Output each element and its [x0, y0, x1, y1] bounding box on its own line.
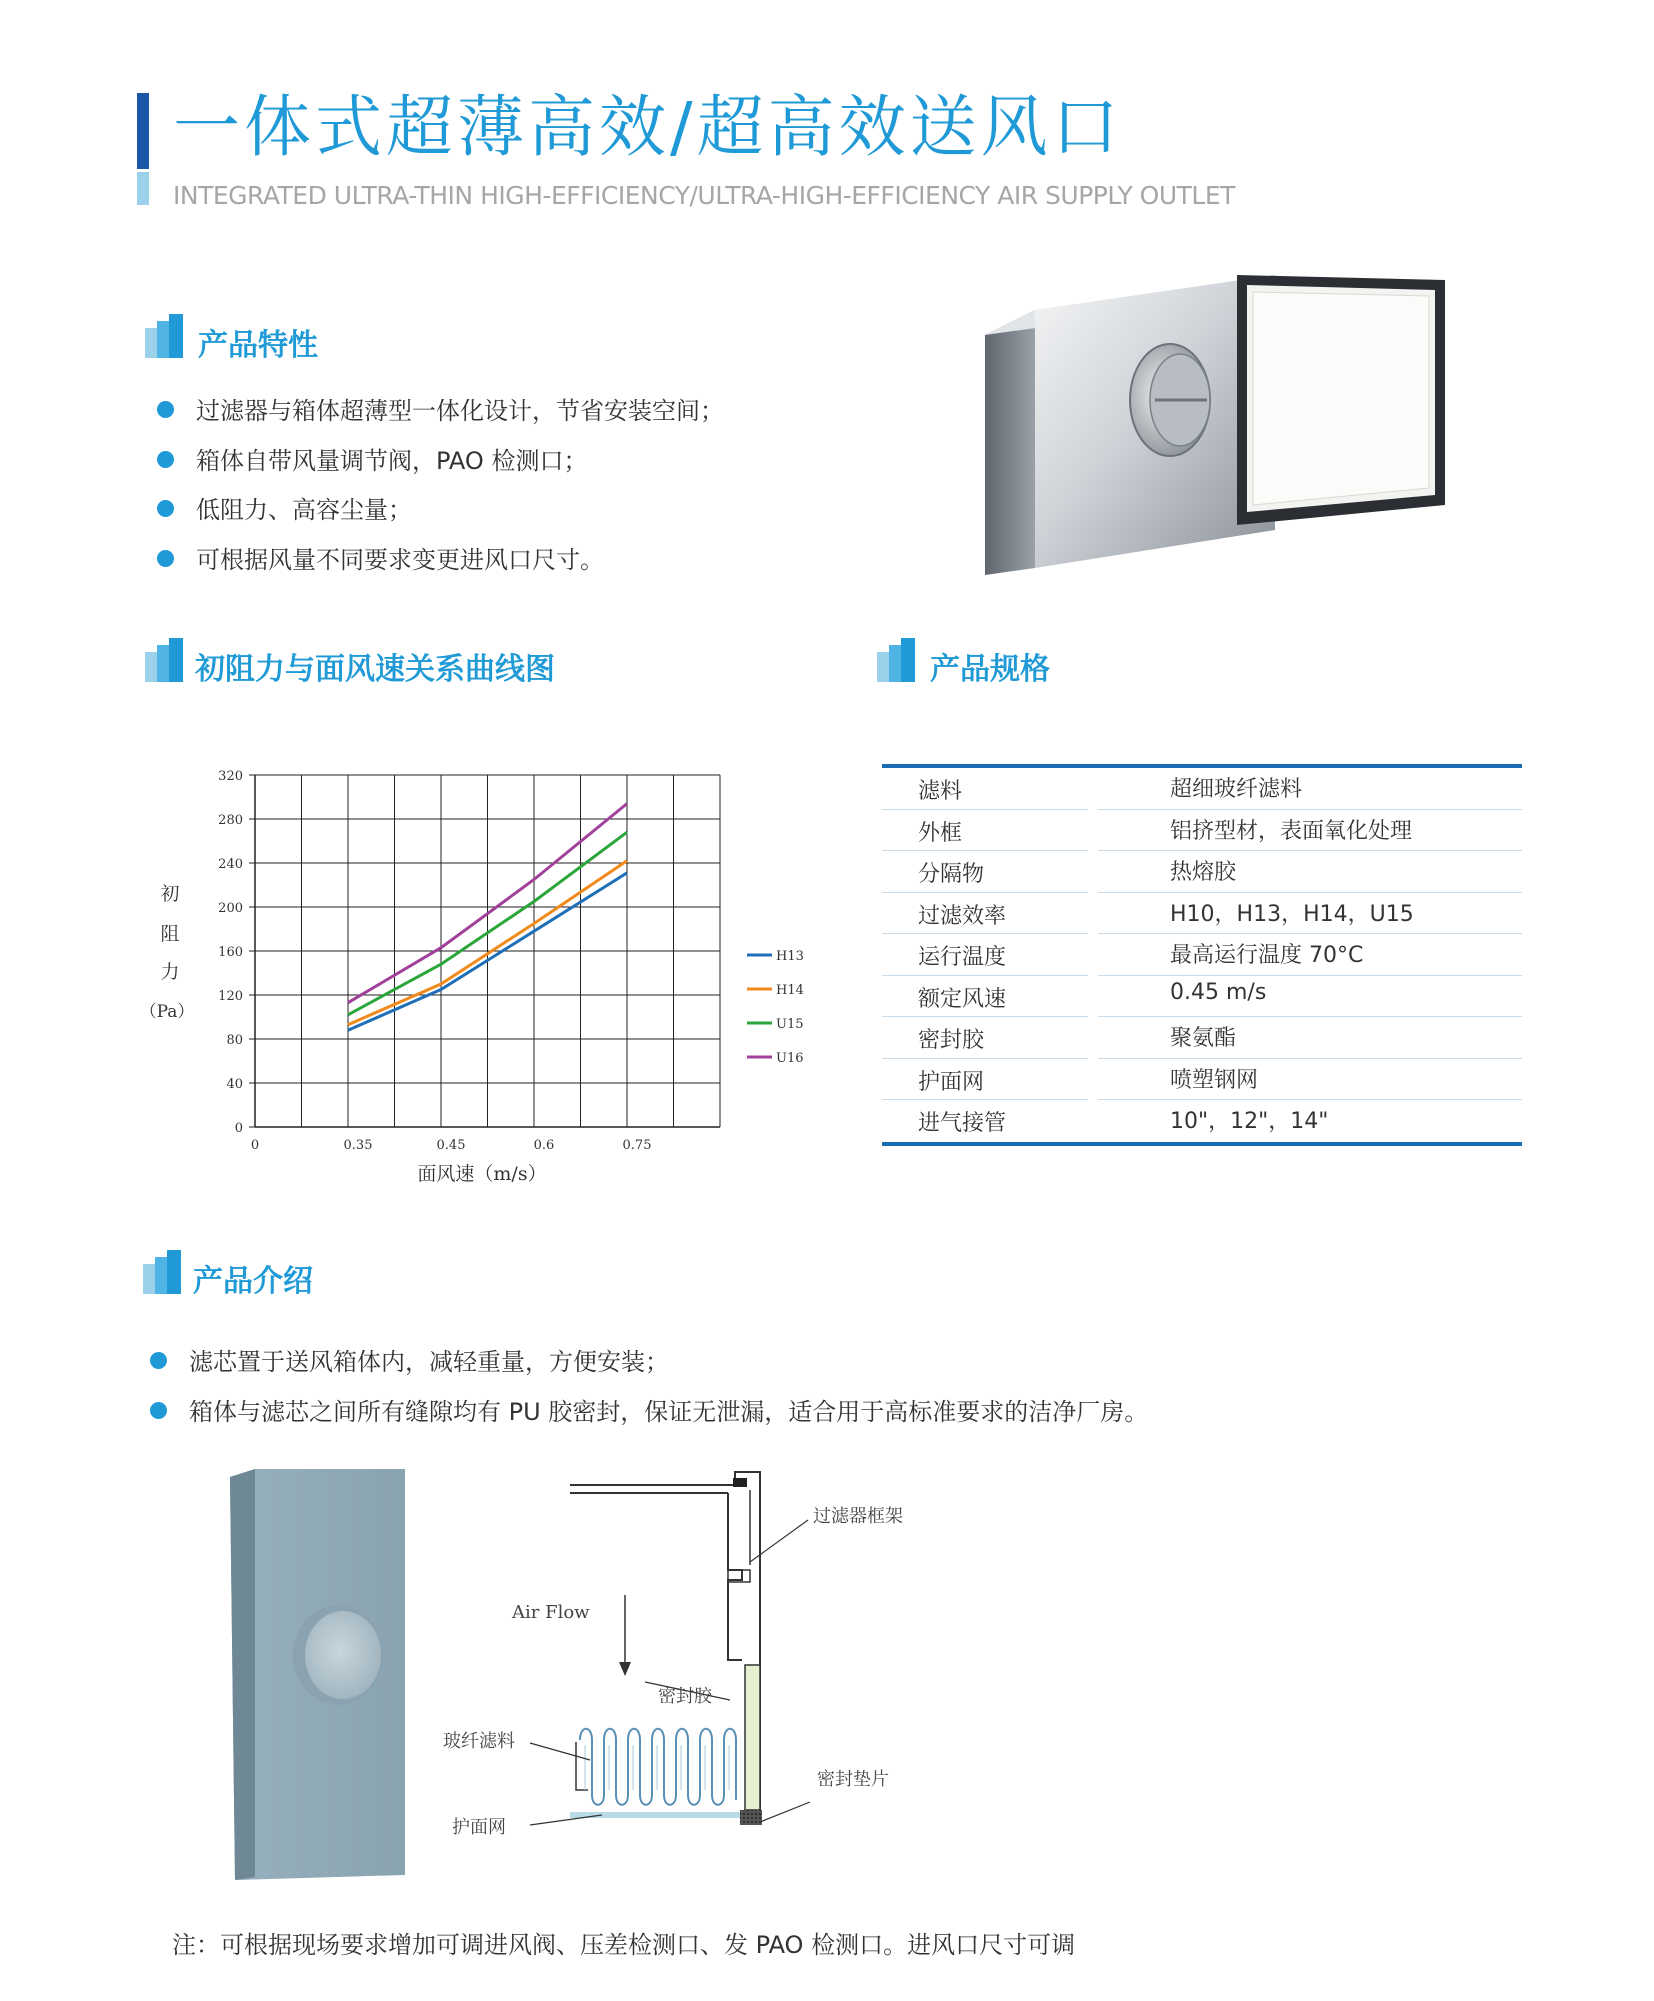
label-sealant: 密封胶: [658, 1686, 712, 1707]
spec-value: 最高运行温度 70°C: [1170, 943, 1364, 968]
section-icon: [145, 314, 183, 358]
table-row: [882, 1100, 1522, 1142]
spec-key: 分隔物: [918, 862, 985, 887]
legend-label: H13: [776, 949, 804, 964]
y-axis-label: 力: [160, 961, 180, 983]
spec-value: H10，H13，H14，U15: [1170, 901, 1414, 927]
list-item: 箱体自带风量调节阀，PAO 检测口；: [157, 444, 724, 494]
title-accent-bar-light: [137, 172, 149, 205]
product-image: [975, 250, 1465, 590]
spec-key: 过滤效率: [918, 903, 1007, 929]
legend-label: H14: [776, 983, 804, 998]
y-tick-label: 0: [234, 1121, 243, 1136]
legend-label: U15: [776, 1017, 804, 1032]
list-item: 箱体与滤芯之间所有缝隙均有 PU 胶密封，保证无泄漏，适合用于高标准要求的洁净厂房。: [150, 1395, 1148, 1445]
spec-value: 聚氨酯: [1170, 1026, 1237, 1051]
x-tick-label: 0.75: [622, 1138, 652, 1153]
spec-value: 热熔胶: [1170, 860, 1237, 885]
spec-key: 外框: [918, 820, 963, 846]
spec-value: 超细玻纤滤料: [1170, 777, 1303, 802]
features-heading: 产品特性: [198, 328, 318, 363]
section-icon: [143, 1250, 181, 1294]
y-axis-label: 初: [160, 883, 180, 905]
table-row: [882, 1017, 1522, 1059]
label-media: 玻纤滤料: [443, 1731, 515, 1752]
spec-value: 10"，12"，14": [1170, 1109, 1329, 1134]
table-row: [882, 1059, 1522, 1101]
section-icon: [877, 638, 915, 682]
y-tick-label: 200: [218, 901, 243, 916]
y-tick-label: 280: [218, 813, 243, 828]
y-axis-label: 阻: [160, 923, 180, 945]
spec-key: 运行温度: [918, 945, 1007, 970]
spec-key: 密封胶: [918, 1028, 985, 1053]
spec-table: [882, 764, 1522, 1146]
y-tick-label: 320: [218, 769, 243, 784]
x-tick-label: 0.35: [343, 1138, 373, 1153]
table-row: [882, 976, 1522, 1018]
title-accent-bar: [137, 93, 149, 169]
bullet-icon: [157, 550, 174, 567]
list-item: 低阻力、高容尘量；: [157, 493, 724, 543]
y-tick-label: 80: [226, 1033, 243, 1048]
label-gasket: 密封垫片: [817, 1769, 889, 1790]
y-tick-label: 160: [218, 945, 243, 960]
features-list: [157, 394, 724, 592]
spec-heading: 产品规格: [930, 652, 1050, 687]
table-row: [882, 768, 1522, 810]
spec-key: 进气接管: [918, 1111, 1007, 1136]
spec-value: 0.45 m/s: [1170, 979, 1267, 1005]
spec-value: 喷塑钢网: [1170, 1067, 1259, 1093]
table-row: [882, 810, 1522, 852]
spec-key: 额定风速: [918, 986, 1007, 1012]
bullet-icon: [157, 451, 174, 468]
table-row: [882, 851, 1522, 893]
x-tick-label: 0.45: [436, 1138, 466, 1153]
table-bottom-rule: [882, 1142, 1522, 1146]
table-row: [882, 893, 1522, 935]
page-subtitle: INTEGRATED ULTRA-THIN HIGH-EFFICIENCY/ULTRA-HIGH-EFFICIENCY AIR SUPPLY OUTLET: [173, 181, 1235, 210]
chart-heading: 初阻力与面风速关系曲线图: [195, 652, 555, 687]
resistance-chart: [135, 755, 835, 1200]
bullet-icon: [150, 1352, 167, 1369]
airflow-label: Air Flow: [512, 1602, 590, 1623]
section-icon: [145, 638, 183, 682]
intro-heading: 产品介绍: [193, 1264, 313, 1299]
list-item: 过滤器与箱体超薄型一体化设计，节省安装空间；: [157, 394, 724, 444]
footnote: 注：可根据现场要求增加可调进风阀、压差检测口、发 PAO 检测口。进风口尺寸可调: [172, 1931, 1076, 1959]
legend-label: U16: [776, 1051, 804, 1066]
y-axis-label: （Pa）: [139, 1002, 195, 1022]
cross-section-diagram: [430, 1460, 990, 1840]
x-axis-label: 面风速（m/s）: [417, 1163, 547, 1185]
spec-value: 铝挤型材，表面氧化处理: [1170, 818, 1413, 844]
y-tick-label: 240: [218, 857, 243, 872]
label-guard: 护面网: [452, 1817, 506, 1838]
bullet-icon: [157, 401, 174, 418]
list-item: 可根据风量不同要求变更进风口尺寸。: [157, 543, 724, 593]
spec-key: 滤料: [918, 779, 963, 804]
spec-key: 护面网: [918, 1069, 985, 1095]
filter-panel-image: [225, 1465, 455, 1885]
x-tick-label: 0: [250, 1138, 260, 1153]
y-tick-label: 40: [226, 1077, 243, 1092]
label-frame: 过滤器框架: [813, 1506, 903, 1527]
table-row: [882, 934, 1522, 976]
list-item: 滤芯置于送风箱体内，减轻重量，方便安装；: [150, 1345, 1148, 1395]
bullet-icon: [150, 1402, 167, 1419]
bullet-icon: [157, 500, 174, 517]
y-tick-label: 120: [218, 989, 243, 1004]
x-tick-label: 0.6: [533, 1138, 555, 1153]
intro-list: [150, 1345, 1148, 1444]
page-title: 一体式超薄高效/超高效送风口: [173, 88, 1123, 166]
